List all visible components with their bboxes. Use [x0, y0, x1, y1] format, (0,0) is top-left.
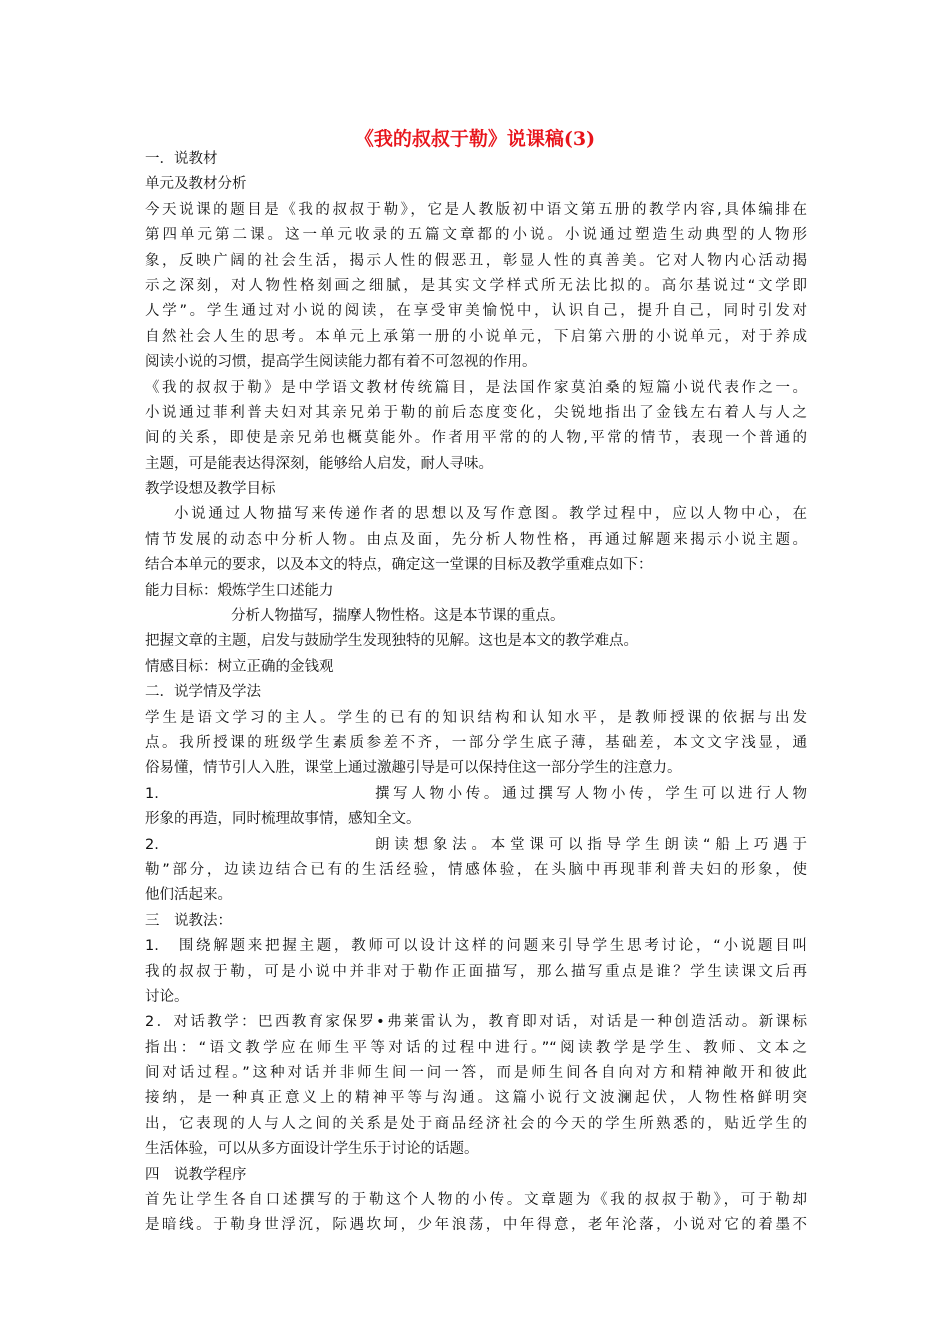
- paragraph-line: 结合本单元的要求，以及本文的特点，确定这一堂课的目标及教学重难点如下：: [145, 557, 653, 574]
- subheading-unit-analysis: 单元及教材分析: [145, 176, 247, 193]
- section-heading-4: 四 说教学程序: [145, 1166, 247, 1183]
- paragraph-line: 1. 围绕解题来把握主题，教师可以设计这样的问题来引导学生思考讨论，“小说题目叫: [145, 938, 807, 955]
- paragraph-line: 接纳，是一种真正意义上的精神平等与沟通。这篇小说行文波澜起伏，人物性格鲜明突: [145, 1090, 807, 1107]
- paragraph-line: 情节发展的动态中分析人物。由点及面，先分析人物性格，再通过解题来揭示小说主题。: [145, 531, 807, 548]
- paragraph-line: 主题，可是能表达得深刻，能够给人启发，耐人寻味。: [145, 455, 493, 472]
- paragraph-line: 形象的再造，同时梳理故事情，感知全文。: [145, 811, 421, 828]
- paragraph-line: 出，它表现的人与人之间的关系是处于商品经济社会的今天的学生所熟悉的，贴近学生的: [145, 1115, 807, 1132]
- paragraph-line: 指出：“语文教学应在师生平等对话的过程中进行。”“阅读教学是学生、教师、文本之: [145, 1039, 807, 1056]
- paragraph-line: 首先让学生各自口述撰写的于勒这个人物的小传。文章题为《我的叔叔于勒》，可于勒却: [145, 1192, 807, 1209]
- item-number: 2.: [145, 836, 159, 853]
- paragraph-line: 小说通过人物描写来传递作者的思想以及写作意图。教学过程中，应以人物中心，在: [174, 506, 807, 523]
- paragraph-line: 今天说课的题目是《我的叔叔于勒》，它是人教版初中语文第五册的教学内容,具体编排在: [145, 201, 807, 218]
- section-heading-2: 二．说学情及学法: [145, 684, 261, 701]
- paragraph-line: 勒”部分，边读边结合已有的生活经验，情感体验，在头脑中再现菲利普夫妇的形象，使: [145, 861, 807, 878]
- ability-goal: 能力目标：煅炼学生口述能力: [145, 582, 334, 599]
- numbered-item-2: [145, 833, 807, 858]
- paragraph-line: 讨论。: [145, 988, 189, 1005]
- paragraph-line: 学生是语文学习的主人。学生的已有的知识结构和认知水平，是教师授课的依据与出发: [145, 709, 807, 726]
- numbered-item-1: [145, 782, 807, 807]
- ability-goal-detail: 分析人物描写，揣摩人物性格。这是本节课的重点。: [231, 608, 565, 625]
- section-heading-3: 三 说教法：: [145, 912, 232, 929]
- paragraph-line: 把握文章的主题，启发与鼓励学生发现独特的见解。这也是本文的教学难点。: [145, 633, 638, 650]
- paragraph-line: 阅读小说的习惯，提高学生阅读能力都有着不可忽视的作用。: [145, 354, 537, 371]
- paragraph-line: 间对话过程。”这种对话并非师生间一问一答，而是师生间各自向对方和精神敞开和彼此: [145, 1065, 807, 1082]
- paragraph-line: 生活体验，可以从多方面设计学生乐于讨论的话题。: [145, 1141, 479, 1158]
- paragraph-line: 《我的叔叔于勒》是中学语文教材传统篇目，是法国作家莫泊桑的短篇小说代表作之一。: [145, 379, 807, 396]
- paragraph-line: 自然社会人生的思考。本单元上承第一册的小说单元，下启第六册的小说单元，对于养成: [145, 328, 807, 345]
- item-text: 撰写人物小传。通过撰写人物小传，学生可以进行人物: [375, 785, 807, 802]
- paragraph-line: 人学”。学生通过对小说的阅读，在享受审美愉悦中，认识自己，提升自己，同时引发对: [145, 303, 807, 320]
- paragraph-line: 示之深刻，对人物性格刻画之细腻，是其实文学样式所无法比拟的。高尔基说过“文学即: [145, 277, 807, 294]
- paragraph-line: 象，反映广阔的社会生活，揭示人性的假恶丑，彰显人性的真善美。它对人物内心活动揭: [145, 252, 807, 269]
- paragraph-line: 我的叔叔于勒，可是小说中并非对于勒作正面描写，那么描写重点是谁？学生读课文后再: [145, 963, 807, 980]
- document-title: 《我的叔叔于勒》说课稿(3): [354, 128, 596, 150]
- paragraph-line: 俗易懂，情节引人入胜，课堂上通过激趣引导是可以保持住这一部分学生的注意力。: [145, 760, 682, 777]
- paragraph-line: 第四单元第二课。这一单元收录的五篇文章都的小说。小说通过塑造生动典型的人物形: [145, 227, 807, 244]
- paragraph-line: 2．对话教学：巴西教育家保罗•弗莱雷认为，教育即对话，对话是一种创造活动。新课标: [145, 1014, 807, 1031]
- paragraph-line: 小说通过菲利普夫妇对其亲兄弟于勒的前后态度变化，尖锐地指出了金钱左右着人与人之: [145, 404, 807, 421]
- paragraph-line: 是暗线。于勒身世浮沉，际遇坎坷，少年浪荡，中年得意，老年沦落，小说对它的着墨不: [145, 1217, 807, 1234]
- document-body: [145, 147, 807, 1239]
- paragraph-line: 点。我所授课的班级学生素质参差不齐，一部分学生底子薄，基础差，本文文字浅显，通: [145, 734, 807, 751]
- subheading-teaching-goals: 教学设想及教学目标: [145, 481, 276, 498]
- paragraph-line: 间的关系，即使是亲兄弟也概莫能外。作者用平常的的人物,平常的情节，表现一个普通的: [145, 430, 807, 447]
- item-number: 1.: [145, 785, 159, 802]
- item-text: 朗读想象法。本堂课可以指导学生朗读“船上巧遇于: [375, 836, 807, 853]
- section-heading-1: 一．说教材: [145, 151, 218, 167]
- emotion-goal: 情感目标：树立正确的金钱观: [145, 658, 334, 675]
- paragraph-line: 他们活起来。: [145, 887, 232, 904]
